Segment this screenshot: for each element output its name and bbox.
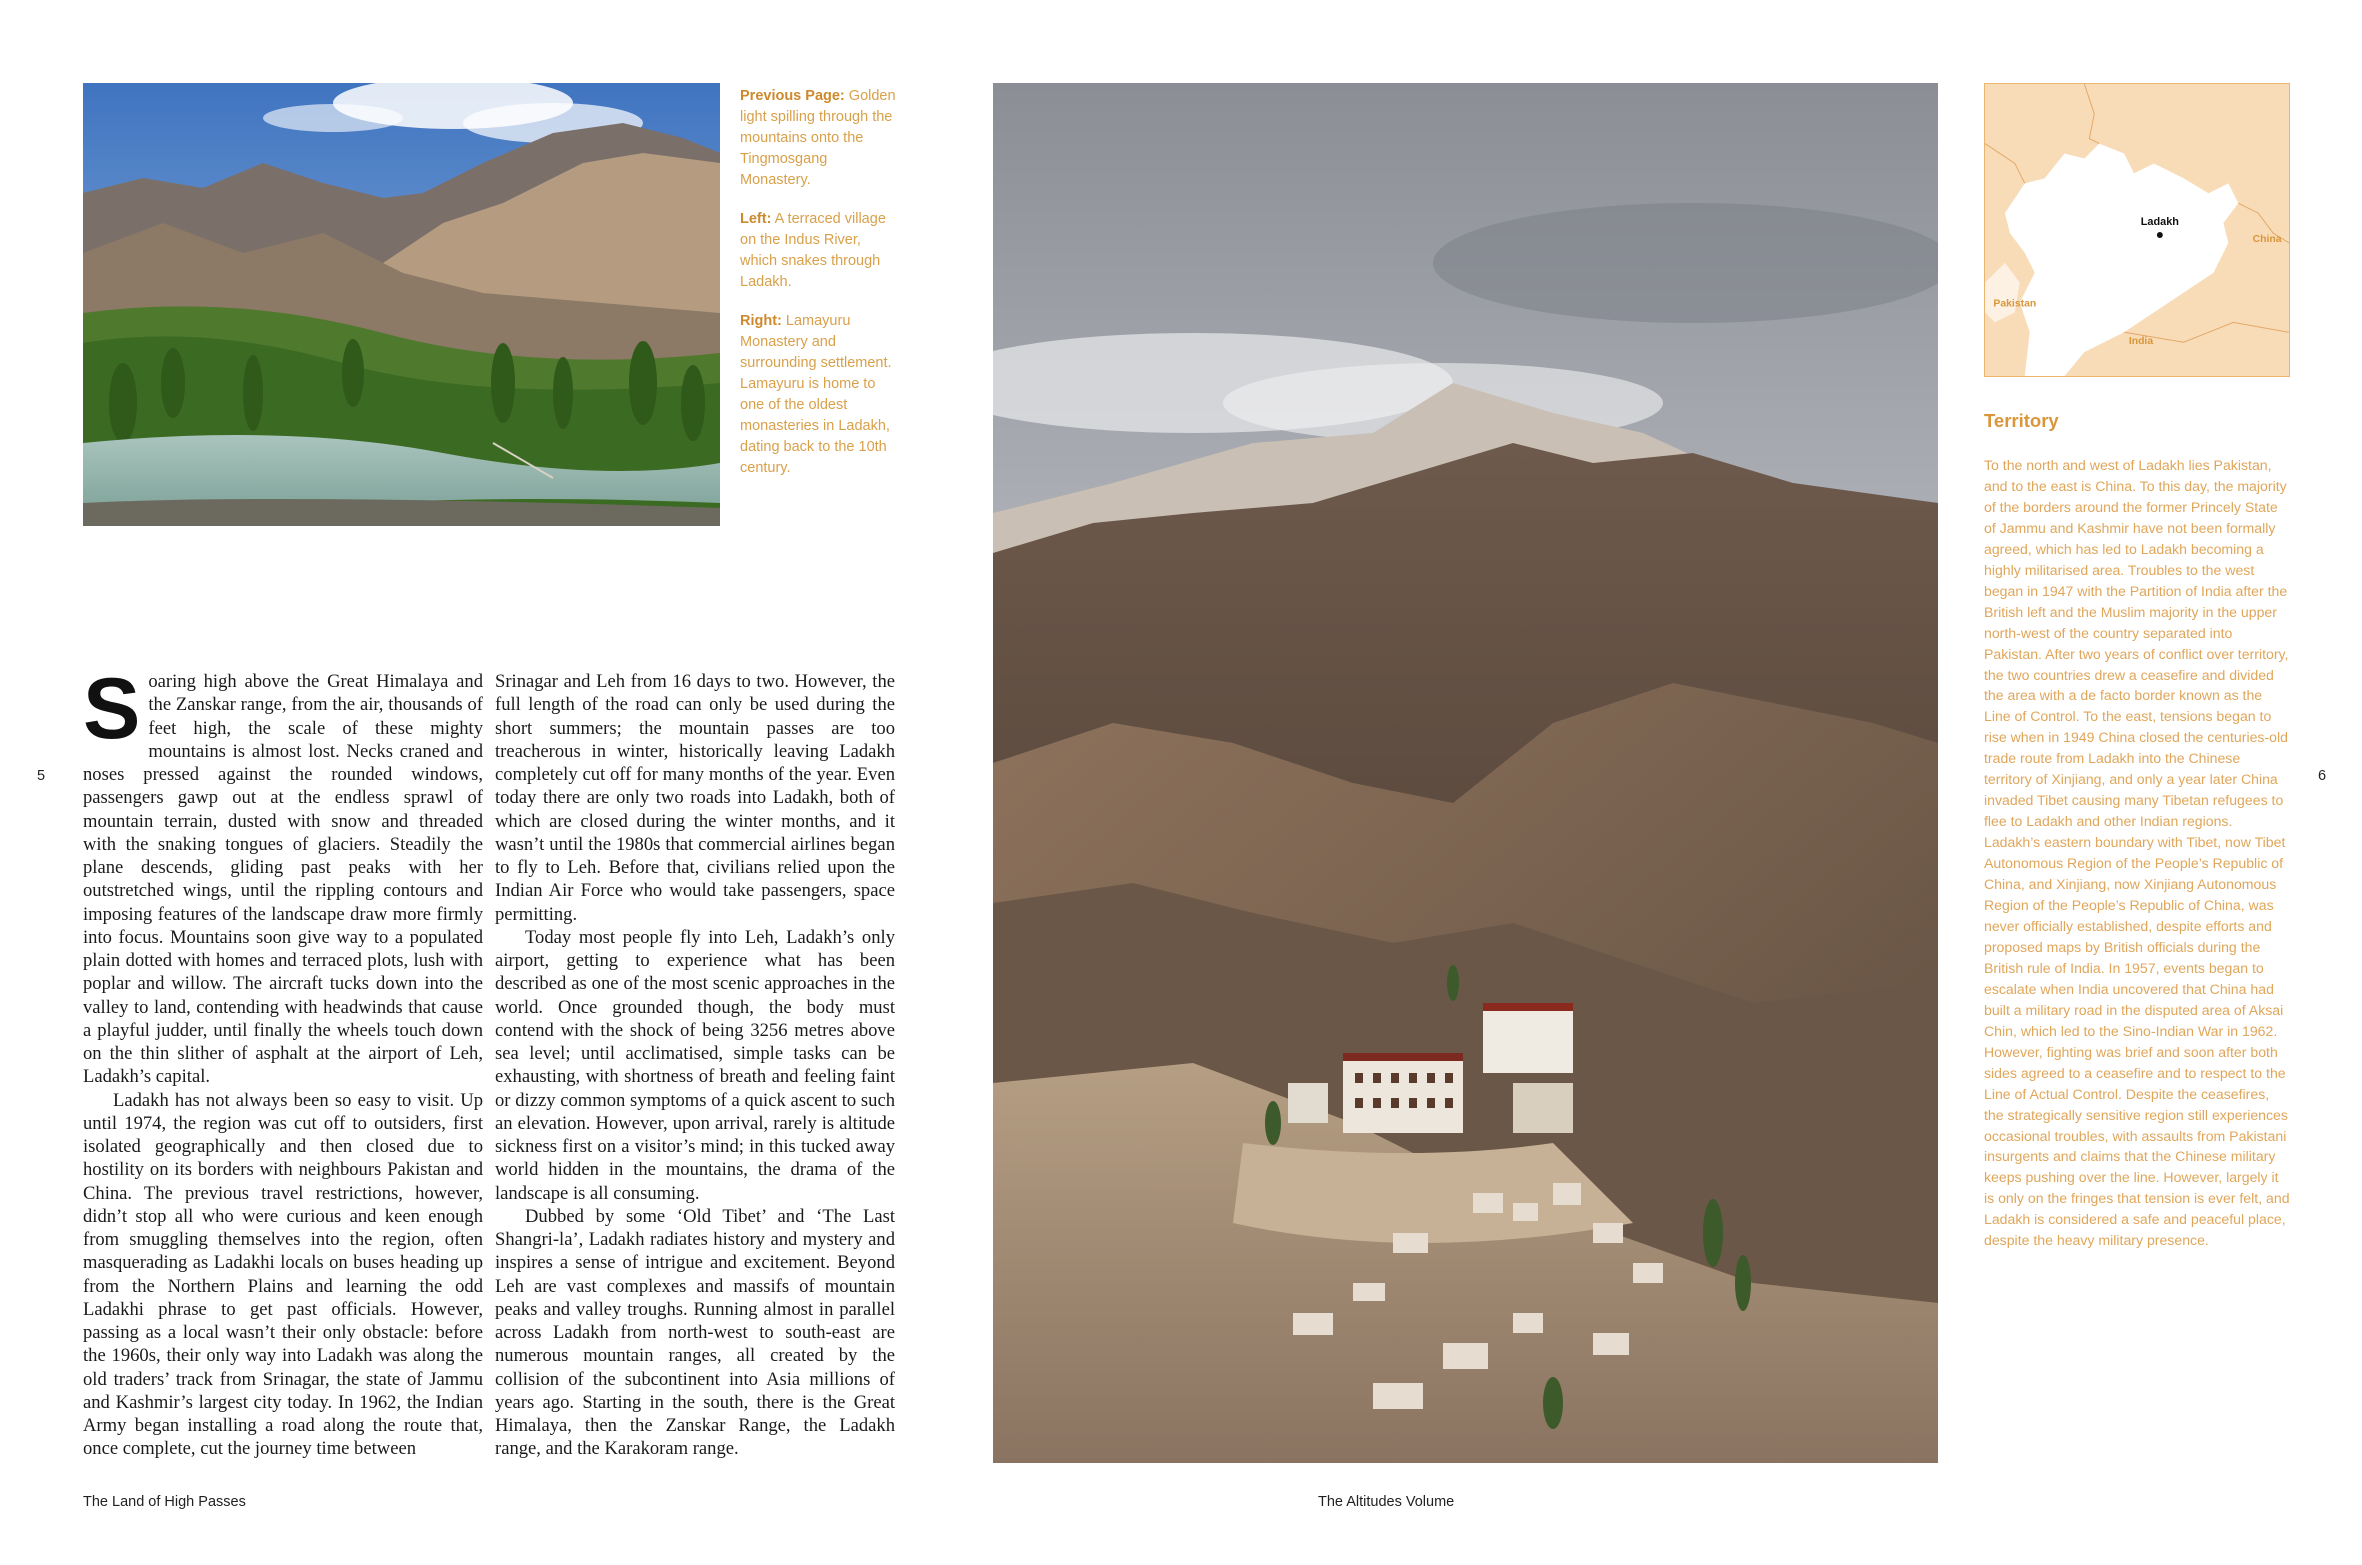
map-label-india: India: [2128, 336, 2154, 348]
drop-cap: S: [83, 661, 141, 757]
territory-heading: Territory: [1984, 410, 2059, 431]
village-photo: [83, 83, 720, 526]
territory-body: [1984, 455, 2290, 1251]
article-paragraph: Srinagar and Leh from 16 days to two. However, the full length of the road can only be used during the short summers; the mountain passes are too treacherous in winter, historically leaving Ladakh completely cut off for many months of the year. Even today there are only two roads into Ladakh, both of which are closed during the winter months, and it wasn’t until the 1980s that commercial airlines began to fly to Leh. Before that, civilians relied upon the Indian Air Force who would take passengers, space permitting.: [495, 671, 895, 925]
map-label-china: China: [2252, 233, 2282, 245]
region-map: [1984, 83, 2290, 377]
article-paragraph: Soaring high above the Great Himalaya and the Zanskar range, from the air, thousands of feet high, the scale of these mighty mountains is almost lost. Necks craned and noses pressed against the rounded windows, passengers gawp out at the endless sprawl of mountain terrain, dusted with snow and threaded with the snaking tongues of glaciers. Steadily the plane descends, gliding past peaks with her outstretched wings, until the rippling contours and imposing features of the landscape draw more firmly into focus. Mountains soon give way to a populated plain dotted with homes and terraced plots, lush with poplar and willow. The aircraft tucks down into the valley to land, contending with headwinds that cause a playful judder, until finally the wheels touch down on the thin slither of asphalt at the airport of Leh, Ladakh’s capital.: [83, 661, 483, 1088]
map-label-ladakh: Ladakh: [2140, 216, 2179, 229]
caption-previous-page: Previous Page: Golden light spilling through the mountains onto the Tingmosgang Monastery.: [740, 88, 896, 188]
footer-right-title: The Altitudes Volume: [1318, 1494, 1455, 1510]
footer-left-title: The Land of High Passes: [83, 1494, 246, 1510]
map-label-pakistan: Pakistan: [1993, 298, 2037, 310]
monastery-photo: [993, 83, 1938, 1463]
article-paragraph: Today most people fly into Leh, Ladakh’s only airport, getting to experience what has been described as one of the most scenic approaches in the world. Once grounded though, the body must contend with the shock of being 3256 metres above sea level; until acclimatised, simple tasks can be exhausting, with shortness of breath and feeling faint or dizzy common symptoms of a quick ascent to such an elevation. However, upon arrival, rarely is altitude sickness first on a visitor’s mind; in this tucked away world hidden in the mountains, the drama of the landscape is all consuming.: [495, 926, 895, 1204]
caption-left: Left: A terraced village on the Indus River, which snakes through Ladakh.: [740, 211, 886, 290]
article-paragraph: Dubbed by some ‘Old Tibet’ and ‘The Last Shangri-la’, Ladakh radiates history and mystery and inspires a sense of intrigue and excitement. Beyond Leh are vast complexes and massifs of mountain peaks and valley troughs. Running almost in parallel across Ladakh from north-west to south-east are numerous mountain ranges, all created by the collision of the subcontinent into Asia millions of years ago. Starting in the south, there is the Great Himalaya, then the Zanskar Range, the Ladakh range, and the Karakoram range.: [495, 1205, 895, 1460]
caption-right: Right: Lamayuru Monastery and surrounding settlement. Lamayuru is home to one of the oldest monasteries in Ladakh, dating back to the 10th century.: [740, 313, 892, 476]
article-column-2: [495, 670, 895, 1461]
article-column-1: [83, 661, 483, 1461]
territory-paragraph: To the north and west of Ladakh lies Pakistan, and to the east is China. To this day, the majority of the borders around the former Princely State of Jammu and Kashmir have not been formally agreed, which has led to Ladakh becoming a highly militarised area. Troubles to the west began in 1947 with the Partition of India after the British left and the Muslim majority in the upper north-west of the country separated into Pakistan. After two years of conflict over territory, the two countries drew a ceasefire and divided the area with a de facto border known as the Line of Control. To the east, tensions began to rise when in 1949 China closed the centuries-old trade route from Ladakh into the Chinese territory of Xinjiang, and only a year later China invaded Tibet causing many Tibetan refugees to flee to Ladakh and other Indian regions. Ladakh’s eastern boundary with Tibet, now Tibet Autonomous Region of the People’s Republic of China, and Xinjiang, now Xinjiang Autonomous Region of the People’s Republic of China, was never officially established, despite efforts and proposed maps by British officials during the British rule of India. In 1957, events began to escalate when India uncovered that China had built a military road in the disputed area of Aksai Chin, which led to the Sino-Indian War in 1962. However, fighting was brief and soon after both sides agreed to a ceasefire and to respect to the Line of Actual Control. Despite the ceasefires, the strategically sensitive region still experiences occasional troubles, with assaults from Pakistani insurgents and claims that the Chinese military keeps pushing over the line. However, largely it is only on the fringes that tension is ever felt, and Ladakh is considered a safe and peaceful place, despite the heavy military presence.: [1984, 457, 2290, 1249]
photo-captions: [740, 86, 900, 497]
article-paragraph: Ladakh has not always been so easy to visit. Up until 1974, the region was cut off to outsiders, first isolated geographically and then closed due to hostility on its borders with neighbours Pakistan and China. The previous travel restrictions, however, didn’t stop all who were curious and keen enough from smuggling themselves into the region, often masquerading as Ladakhi locals on buses heading up from the Northern Plains and learning the odd Ladakhi phrase to get past officials. However, passing as a local wasn’t their only obstacle: before the 1960s, their only way into Ladakh was along the old traders’ track from Srinagar, the state of Jammu and Kashmir’s largest city today. In 1962, the Indian Army began installing a road along the route that, once complete, cut the journey time between: [83, 1089, 483, 1460]
page-number-left: 5: [37, 768, 46, 784]
page-number-right: 6: [2318, 768, 2327, 784]
